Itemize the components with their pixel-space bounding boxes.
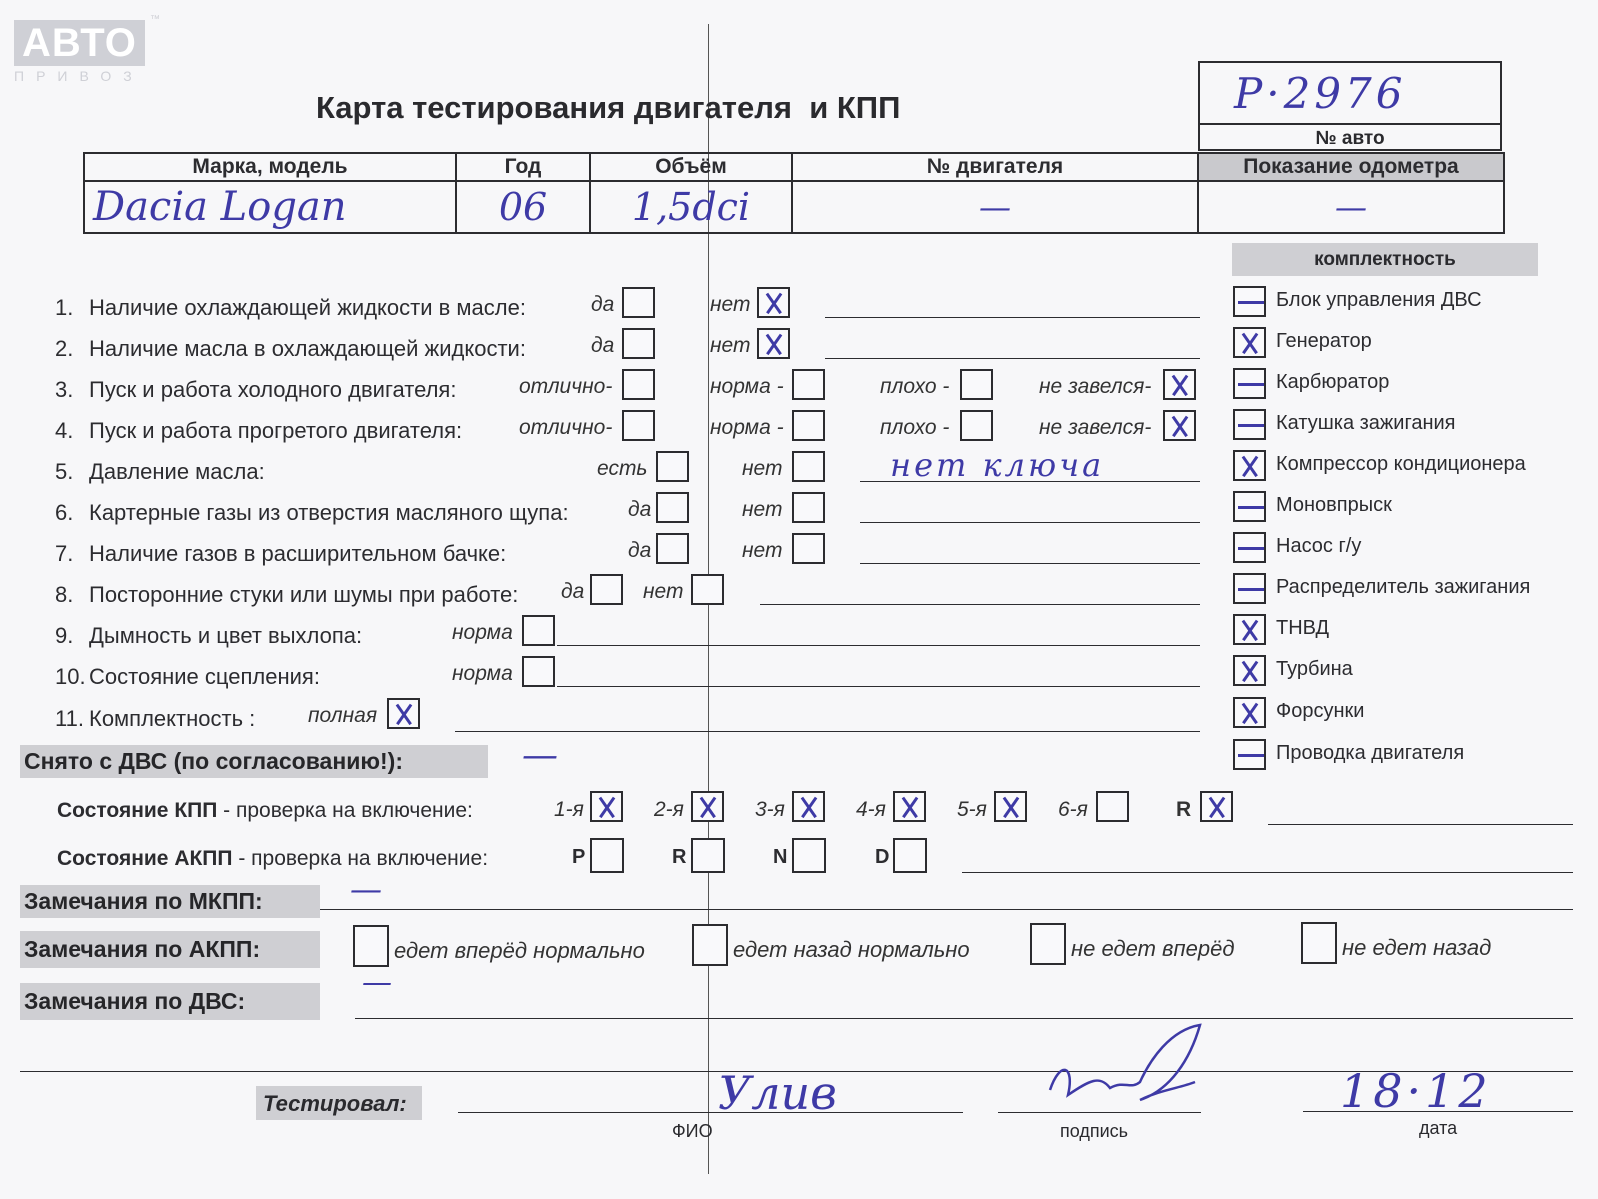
akpp-remark-label: не едет вперёд xyxy=(1071,936,1235,961)
check-number: 7. xyxy=(55,541,74,566)
check-text: Пуск и работа холодного двигателя: xyxy=(89,377,457,402)
tested-label: Тестировал: xyxy=(263,1091,407,1116)
signature-caption: подпись xyxy=(1060,1121,1129,1141)
checkbox-gear-6[interactable] xyxy=(1096,791,1129,822)
checkbox-wiring[interactable] xyxy=(1233,739,1266,770)
option-label: да xyxy=(628,498,652,521)
checkbox-cold-start-bad[interactable] xyxy=(960,369,993,400)
header-table xyxy=(83,152,1505,234)
removed-value: — xyxy=(522,735,558,776)
option-label: не завелся- xyxy=(1039,416,1152,439)
akpp-remark-label: не едет назад xyxy=(1342,935,1492,960)
akpp-mode-label: P xyxy=(572,846,586,868)
checkbox-gear-3[interactable] xyxy=(792,791,825,822)
option-label: нет xyxy=(643,580,684,603)
kpp-note-line xyxy=(1268,824,1573,825)
odometer-value: — xyxy=(1198,181,1504,233)
checkbox-akpp-d[interactable] xyxy=(893,838,927,873)
checkbox-crankcase-gases-no[interactable] xyxy=(792,492,825,523)
option-label: нет xyxy=(710,334,751,357)
completeness-label: Моновпрыск xyxy=(1276,494,1392,516)
check-number: 11. xyxy=(55,706,84,731)
checkbox-carburetor[interactable] xyxy=(1233,368,1266,399)
date-caption: дата xyxy=(1419,1118,1458,1138)
checkbox-noises-no[interactable] xyxy=(691,574,724,605)
gear-label: 1-я xyxy=(554,798,584,821)
gear-label: R xyxy=(1176,798,1192,821)
akpp-label-bold: Состояние АКПП xyxy=(57,847,233,870)
remarks-mkpp-value: — xyxy=(350,870,382,908)
checkbox-expansion-tank-gases-yes[interactable] xyxy=(656,533,689,564)
option-label: отлично- xyxy=(519,375,613,398)
name-line xyxy=(458,1112,963,1113)
option-label: плохо - xyxy=(880,375,950,398)
logo-subtext: ПРИВОЗ xyxy=(14,68,144,84)
check-text: Посторонние стуки или шумы при работе: xyxy=(89,582,519,607)
name-caption: ФИО xyxy=(672,1121,713,1141)
gear-label: 2-я xyxy=(654,798,684,821)
check-number: 5. xyxy=(55,459,74,484)
note-line xyxy=(825,317,1200,318)
gear-label: 5-я xyxy=(957,798,987,821)
remarks-dvs-line xyxy=(355,1018,1573,1019)
signature xyxy=(1030,1020,1210,1115)
removed-label: Снято с ДВС (по согласованию!): xyxy=(24,748,403,774)
check-text: Комплектность : xyxy=(89,706,256,731)
option-label: нет xyxy=(710,293,751,316)
akpp-mode-label: D xyxy=(875,846,890,868)
check-number: 6. xyxy=(55,500,74,525)
checkbox-oil-pressure-yes[interactable] xyxy=(656,451,689,482)
gear-label: 3-я xyxy=(755,798,785,821)
checkbox-clutch-normal[interactable] xyxy=(522,656,555,687)
check-number: 8. xyxy=(55,582,74,607)
checkbox-noises-yes[interactable] xyxy=(590,574,623,605)
note-line xyxy=(825,358,1200,359)
akpp-mode-label: R xyxy=(672,846,687,868)
checkbox-akpp-r[interactable] xyxy=(691,838,725,873)
option-label: норма xyxy=(452,621,513,644)
check-text: Наличие масла в охлаждающей жидкости: xyxy=(89,336,526,361)
checkbox-injectors[interactable] xyxy=(1233,697,1266,728)
col-odometer: Показание одометра xyxy=(1198,153,1504,181)
option-label: нет xyxy=(742,498,783,521)
checkbox-exhaust-normal[interactable] xyxy=(522,615,555,646)
completeness-label: Компрессор кондиционера xyxy=(1276,453,1526,475)
oil-pressure-note: нет ключа xyxy=(890,446,1105,484)
checkbox-ignition-coil[interactable] xyxy=(1233,409,1266,440)
checkbox-ac-compressor[interactable] xyxy=(1233,450,1266,481)
checkbox-no-forward[interactable] xyxy=(1030,923,1066,965)
remarks-akpp-label: Замечания по АКПП: xyxy=(24,936,261,962)
date-line xyxy=(1303,1111,1573,1112)
check-text: Наличие охлаждающей жидкости в масле: xyxy=(89,295,526,320)
checkbox-complete-full[interactable] xyxy=(387,698,420,729)
akpp-note-line xyxy=(962,872,1573,873)
akpp-remark-label: едет вперёд нормально xyxy=(394,938,645,963)
checkbox-oil-in-coolant-yes[interactable] xyxy=(622,328,655,359)
logo xyxy=(14,20,145,84)
completeness-label: Блок управления ДВС xyxy=(1276,289,1482,311)
checkbox-cold-start-excellent[interactable] xyxy=(622,369,655,400)
checkbox-coolant-in-oil-no[interactable] xyxy=(757,287,790,318)
check-number: 2. xyxy=(55,336,74,361)
completeness-title: комплектность xyxy=(1232,243,1538,276)
test-date: 18·12 xyxy=(1340,1064,1492,1118)
checkbox-turbine[interactable] xyxy=(1233,655,1266,686)
col-volume: Объём xyxy=(590,153,792,181)
logo-tm: ™ xyxy=(150,14,160,25)
note-line xyxy=(557,645,1200,646)
note-line xyxy=(860,522,1200,523)
completeness-label: Распределитель зажигания xyxy=(1276,576,1531,598)
check-number: 4. xyxy=(55,418,74,443)
checkbox-warm-start-excellent[interactable] xyxy=(622,410,655,441)
col-engine-no: № двигателя xyxy=(792,153,1198,181)
note-line xyxy=(860,563,1200,564)
volume-value: 1,5dci xyxy=(590,181,792,233)
option-label: нет xyxy=(742,539,783,562)
checkbox-mono-injection[interactable] xyxy=(1233,491,1266,522)
option-label: плохо - xyxy=(880,416,950,439)
check-text: Состояние сцепления: xyxy=(89,664,320,689)
option-label: норма - xyxy=(710,416,784,439)
checkbox-injection-pump[interactable] xyxy=(1233,614,1266,645)
completeness-label: Катушка зажигания xyxy=(1276,412,1456,434)
kpp-label-bold: Состояние КПП xyxy=(57,799,218,822)
note-line xyxy=(760,604,1200,605)
checkbox-expansion-tank-gases-no[interactable] xyxy=(792,533,825,564)
checkbox-no-backward[interactable] xyxy=(1301,922,1337,964)
completeness-label: Проводка двигателя xyxy=(1276,742,1465,764)
col-make-model: Марка, модель xyxy=(84,153,456,181)
signature-line xyxy=(998,1112,1201,1113)
checkbox-warm-start-normal[interactable] xyxy=(792,410,825,441)
kpp-label xyxy=(57,799,473,823)
car-number-box xyxy=(1198,61,1502,151)
gear-label: 6-я xyxy=(1058,798,1088,821)
check-text: Картерные газы из отверстия масляного щупа: xyxy=(89,500,569,525)
checkbox-distributor[interactable] xyxy=(1233,573,1266,604)
note-line xyxy=(455,731,1200,732)
option-label: отлично- xyxy=(519,416,613,439)
logo-text: АВТО xyxy=(14,20,145,66)
checkbox-ecu[interactable] xyxy=(1233,286,1266,317)
akpp-remark-label: едет назад нормально xyxy=(733,937,970,962)
checkbox-coolant-in-oil-yes[interactable] xyxy=(622,287,655,318)
page-title: Карта тестирования двигателя и КПП xyxy=(316,90,901,125)
kpp-label-rest: - проверка на включение: xyxy=(217,799,473,822)
check-number: 3. xyxy=(55,377,74,402)
option-label: не завелся- xyxy=(1039,375,1152,398)
year-value: 06 xyxy=(456,181,590,233)
checkbox-gear-1[interactable] xyxy=(590,791,623,822)
checkbox-oil-pressure-no[interactable] xyxy=(792,451,825,482)
akpp-label-rest: - проверка на включение: xyxy=(232,847,489,870)
checkbox-generator[interactable] xyxy=(1233,327,1266,358)
option-label: да xyxy=(628,539,652,562)
akpp-mode-label: N xyxy=(773,846,788,868)
check-text: Пуск и работа прогретого двигателя: xyxy=(89,418,463,443)
check-number: 1. xyxy=(55,295,74,320)
option-label: полная xyxy=(308,704,378,727)
option-label: да xyxy=(591,293,615,316)
completeness-label: Насос г/у xyxy=(1276,535,1362,557)
check-number: 10. xyxy=(55,664,86,689)
option-label: нет xyxy=(742,457,783,480)
option-label: норма - xyxy=(710,375,784,398)
checkbox-cold-start-normal[interactable] xyxy=(792,369,825,400)
checkbox-warm-start-failed[interactable] xyxy=(1163,410,1196,441)
make-model-value: Dacia Logan xyxy=(84,181,456,233)
checkbox-gear-5[interactable] xyxy=(994,791,1027,822)
tester-name: Улив xyxy=(718,1066,837,1120)
checkbox-crankcase-gases-yes[interactable] xyxy=(656,492,689,523)
completeness-label: Генератор xyxy=(1276,330,1372,352)
checkbox-backward-normal[interactable] xyxy=(692,924,728,966)
checkbox-forward-normal[interactable] xyxy=(353,925,389,967)
remarks-mkpp-label: Замечания по МКПП: xyxy=(24,888,263,914)
checkbox-oil-in-coolant-no[interactable] xyxy=(757,328,790,359)
checkbox-gear-2[interactable] xyxy=(691,791,724,822)
note-line xyxy=(557,686,1200,687)
checkbox-power-steering-pump[interactable] xyxy=(1233,532,1266,563)
checkbox-cold-start-failed[interactable] xyxy=(1163,369,1196,400)
check-number: 9. xyxy=(55,623,74,648)
completeness-label: Форсунки xyxy=(1276,700,1365,722)
car-number-label: № авто xyxy=(1200,123,1500,153)
completeness-label: Турбина xyxy=(1276,658,1353,680)
check-text: Дымность и цвет выхлопа: xyxy=(89,623,363,648)
completeness-label: Карбюратор xyxy=(1276,371,1390,393)
remarks-dvs-value: — xyxy=(362,965,392,1000)
remarks-dvs-label: Замечания по ДВС: xyxy=(24,988,246,1014)
checkbox-gear-4[interactable] xyxy=(893,791,926,822)
check-text: Давление масла: xyxy=(89,459,265,484)
option-label: норма xyxy=(452,662,513,685)
option-label: да xyxy=(591,334,615,357)
option-label: да xyxy=(561,580,585,603)
checkbox-akpp-p[interactable] xyxy=(590,838,624,873)
option-label: есть xyxy=(597,457,648,480)
gear-label: 4-я xyxy=(856,798,886,821)
note-line xyxy=(860,481,1200,482)
checkbox-gear-r[interactable] xyxy=(1200,791,1233,822)
engine-no-value: — xyxy=(792,181,1198,233)
checkbox-warm-start-bad[interactable] xyxy=(960,410,993,441)
akpp-label xyxy=(57,847,488,871)
checkbox-akpp-n[interactable] xyxy=(792,838,826,873)
remarks-mkpp-line xyxy=(320,909,1573,910)
col-year: Год xyxy=(456,153,590,181)
car-number-value: P·2976 xyxy=(1234,69,1407,118)
completeness-label: ТНВД xyxy=(1276,617,1330,639)
check-text: Наличие газов в расширительном бачке: xyxy=(89,541,507,566)
